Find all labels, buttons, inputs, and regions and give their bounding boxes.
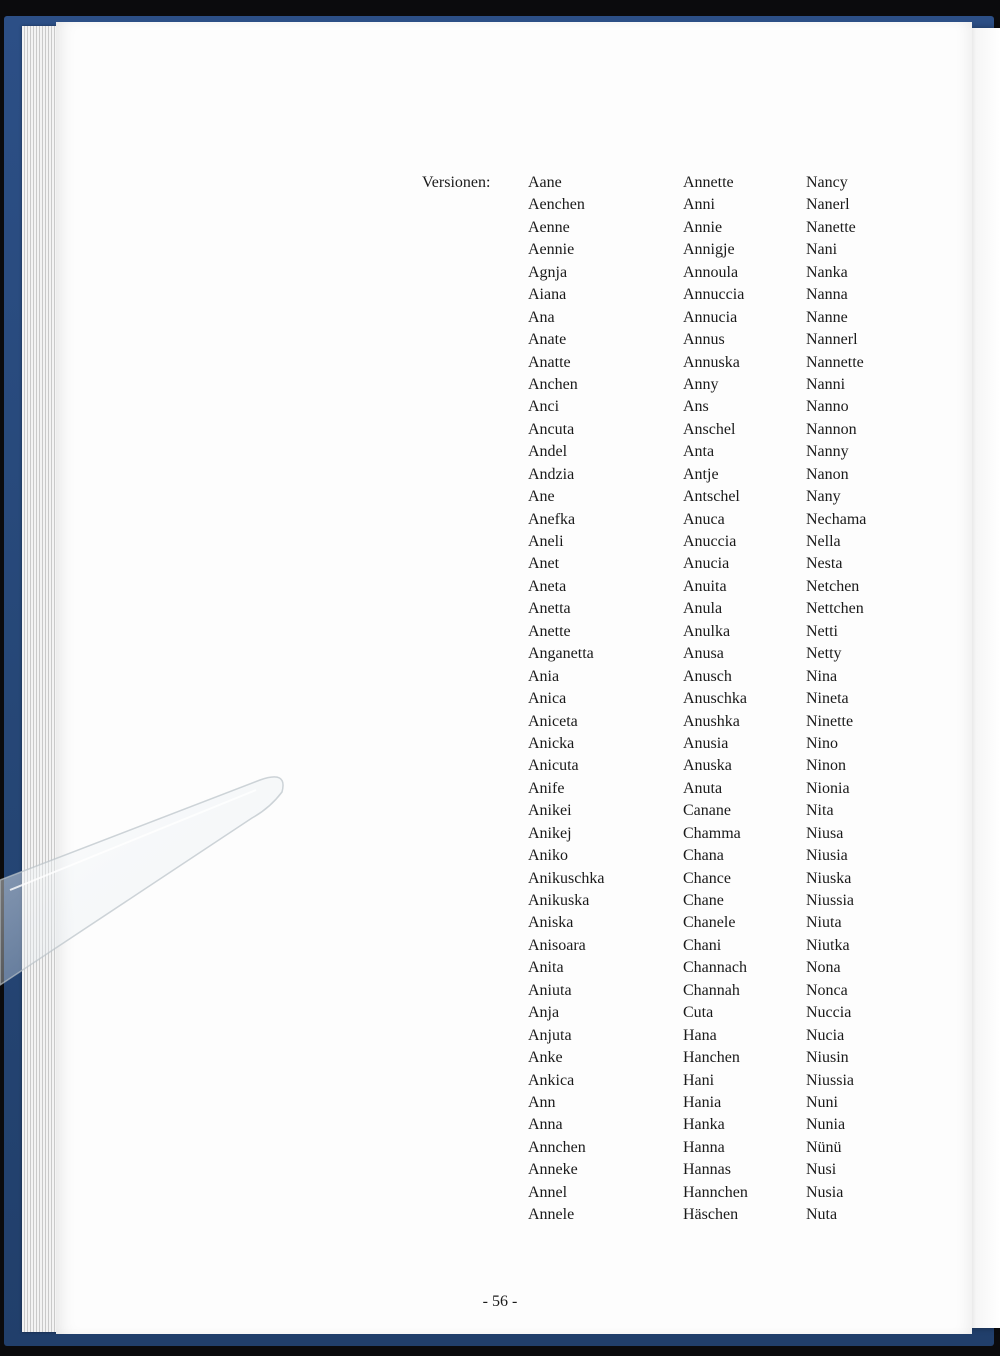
- name-entry: Nanna: [806, 286, 848, 304]
- name-entry: Nuta: [806, 1206, 838, 1224]
- name-entry: Chamma: [683, 824, 741, 842]
- name-entry: Antje: [683, 465, 719, 483]
- name-entry: Hana: [683, 1026, 717, 1044]
- name-entry: Ane: [528, 488, 555, 506]
- name-entry: Anschel: [683, 420, 736, 438]
- name-entry: Nella: [806, 533, 841, 550]
- name-entry: Nany: [806, 488, 841, 506]
- name-entry: Anusia: [683, 734, 729, 752]
- name-entry: Annus: [683, 331, 725, 349]
- name-entry: Niussia: [806, 1071, 854, 1089]
- name-entry: Anchen: [528, 375, 578, 393]
- name-entry: Anikuschka: [528, 869, 605, 887]
- name-entry: Andzia: [528, 465, 575, 483]
- name-entry: Anica: [528, 690, 567, 708]
- name-entry: Nineta: [806, 690, 849, 708]
- name-entry: Ninon: [806, 757, 846, 775]
- name-entry: Aneli: [528, 533, 564, 550]
- name-entry: Nancy: [806, 174, 848, 191]
- name-entry: Nanerl: [806, 196, 850, 214]
- page-number: - 56 -: [482, 1293, 518, 1310]
- name-entry: Nanka: [806, 263, 848, 281]
- name-entry: Nusi: [806, 1161, 837, 1179]
- name-entry: Niuska: [806, 869, 852, 887]
- name-entry: Anefka: [528, 510, 576, 528]
- name-entry: Ancuta: [528, 420, 575, 438]
- name-entry: Annele: [528, 1206, 575, 1224]
- name-entry: Anikej: [528, 824, 572, 842]
- name-entry: Aniska: [528, 914, 574, 932]
- name-entry: Nuni: [806, 1093, 838, 1111]
- name-entry: Niusa: [806, 824, 844, 842]
- name-entry: Nita: [806, 802, 834, 820]
- name-entry: Anuccia: [683, 533, 737, 550]
- name-entry: Nusia: [806, 1183, 844, 1201]
- name-entry: Nünü: [806, 1138, 842, 1156]
- name-entry: Anusa: [683, 645, 724, 663]
- name-entry: Ans: [683, 398, 709, 416]
- name-entry: Aniceta: [528, 712, 578, 730]
- name-entry: Anikei: [528, 802, 572, 820]
- name-entry: Häschen: [683, 1206, 739, 1224]
- name-entry: Anetta: [528, 600, 571, 618]
- name-entry: Netty: [806, 645, 842, 663]
- name-entry: Canane: [683, 802, 731, 820]
- name-entry: Aiana: [528, 286, 567, 304]
- name-entry: Anicka: [528, 734, 575, 752]
- name-entry: Nani: [806, 241, 838, 259]
- name-entry: Nanon: [806, 465, 849, 483]
- name-entry: Hannchen: [683, 1183, 748, 1201]
- name-entry: Anate: [528, 331, 567, 349]
- name-entry: Annchen: [528, 1138, 586, 1156]
- name-entry: Nechama: [806, 510, 867, 528]
- versions-label: Versionen:: [422, 174, 491, 191]
- name-entry: Nanni: [806, 375, 846, 393]
- name-entry: Anuca: [683, 510, 725, 528]
- name-entry: Niusia: [806, 847, 848, 865]
- name-entry: Anni: [683, 196, 715, 214]
- name-entry: Anta: [683, 443, 715, 461]
- name-entry: Chani: [683, 936, 722, 954]
- name-entry: Anette: [528, 622, 571, 640]
- name-entry: Annucia: [683, 308, 738, 326]
- name-entry: Netchen: [806, 577, 860, 595]
- name-entry: Chance: [683, 869, 731, 887]
- name-entry: Anushka: [683, 712, 740, 730]
- name-entry: Anusch: [683, 667, 732, 685]
- name-entry: Nuccia: [806, 1004, 852, 1022]
- name-entry: Annel: [528, 1183, 568, 1201]
- name-entry: Nona: [806, 959, 841, 977]
- name-entry: Niuta: [806, 914, 842, 932]
- name-entry: Nino: [806, 734, 838, 752]
- name-entry: Ankica: [528, 1071, 575, 1089]
- name-entry: Anci: [528, 398, 560, 416]
- name-entry: Anisoara: [528, 936, 586, 954]
- name-entry: Aneta: [528, 577, 567, 595]
- name-entry: Annuccia: [683, 286, 745, 304]
- name-entry: Annie: [683, 218, 723, 236]
- names-column-2: [683, 172, 748, 1227]
- name-entry: Agnja: [528, 263, 568, 281]
- name-entry: Ania: [528, 667, 560, 685]
- name-entry: Nionia: [806, 779, 850, 797]
- name-entry: Hannas: [683, 1161, 731, 1179]
- name-entry: Ann: [528, 1093, 556, 1111]
- name-entry: Hanchen: [683, 1049, 740, 1067]
- name-entry: Annuska: [683, 353, 740, 371]
- name-entry: Annigje: [683, 241, 735, 259]
- name-entry: Antschel: [683, 488, 740, 506]
- name-entry: Andel: [528, 443, 568, 461]
- name-entry: Aniko: [528, 847, 568, 865]
- name-entry: Anuska: [683, 757, 732, 775]
- name-entry: Nesta: [806, 555, 843, 573]
- name-entry: Nanne: [806, 308, 848, 326]
- name-entry: Anja: [528, 1004, 560, 1022]
- name-entry: Anuita: [683, 577, 727, 595]
- name-entry: Hania: [683, 1093, 722, 1111]
- name-entry: Channach: [683, 959, 747, 977]
- name-entry: Anuta: [683, 779, 723, 797]
- name-entry: Cuta: [683, 1004, 714, 1022]
- name-entry: Anganetta: [528, 645, 594, 663]
- name-entry: Netti: [806, 622, 838, 640]
- name-entry: Ninette: [806, 712, 854, 730]
- name-entry: Annoula: [683, 263, 739, 281]
- name-entry: Nannon: [806, 420, 857, 438]
- name-entry: Nanette: [806, 218, 856, 236]
- name-entry: Nunia: [806, 1116, 846, 1134]
- name-entry: Channah: [683, 981, 740, 999]
- names-column-3: [806, 172, 866, 1227]
- name-entry: Anulka: [683, 622, 731, 640]
- name-entry: Anneke: [528, 1161, 578, 1179]
- name-entry: Anuschka: [683, 690, 747, 708]
- name-entry: Anula: [683, 600, 723, 618]
- name-entry: Hanka: [683, 1116, 725, 1134]
- name-entry: Aane: [528, 174, 562, 191]
- name-entry: Annette: [683, 174, 734, 191]
- name-entry: Anke: [528, 1049, 563, 1067]
- name-entry: Anicuta: [528, 757, 579, 775]
- name-entry: Anjuta: [528, 1026, 572, 1044]
- name-entry: Anife: [528, 779, 565, 797]
- name-entry: Nanny: [806, 443, 849, 461]
- name-entry: Hani: [683, 1071, 715, 1089]
- name-entry: Hanna: [683, 1138, 725, 1156]
- name-entry: Niusin: [806, 1049, 849, 1067]
- name-entry: Chanele: [683, 914, 736, 932]
- name-entry: Nettchen: [806, 600, 864, 618]
- name-entry: Nannerl: [806, 331, 858, 349]
- name-entry: Anucia: [683, 555, 730, 573]
- name-entry: Aennie: [528, 241, 575, 259]
- name-entry: Anny: [683, 375, 719, 393]
- name-entry: Niutka: [806, 936, 850, 954]
- name-entry: Aenchen: [528, 196, 585, 214]
- name-entry: Niussia: [806, 892, 854, 909]
- name-entry: Nanno: [806, 398, 849, 416]
- name-entry: Anatte: [528, 353, 571, 371]
- name-entry: Nannette: [806, 353, 864, 371]
- name-entry: Chana: [683, 847, 724, 865]
- name-entry: Aniuta: [528, 981, 572, 999]
- name-entry: Anikuska: [528, 892, 590, 909]
- name-entry: Nina: [806, 667, 838, 685]
- name-entry: Anna: [528, 1116, 563, 1134]
- name-entry: Nucia: [806, 1026, 845, 1044]
- names-column-1: [528, 172, 604, 1227]
- name-entry: Aenne: [528, 218, 570, 236]
- name-entry: Chane: [683, 892, 724, 909]
- name-entry: Nonca: [806, 981, 848, 999]
- name-entry: Anita: [528, 959, 564, 977]
- name-entry: Ana: [528, 308, 555, 326]
- name-entry: Anet: [528, 555, 560, 573]
